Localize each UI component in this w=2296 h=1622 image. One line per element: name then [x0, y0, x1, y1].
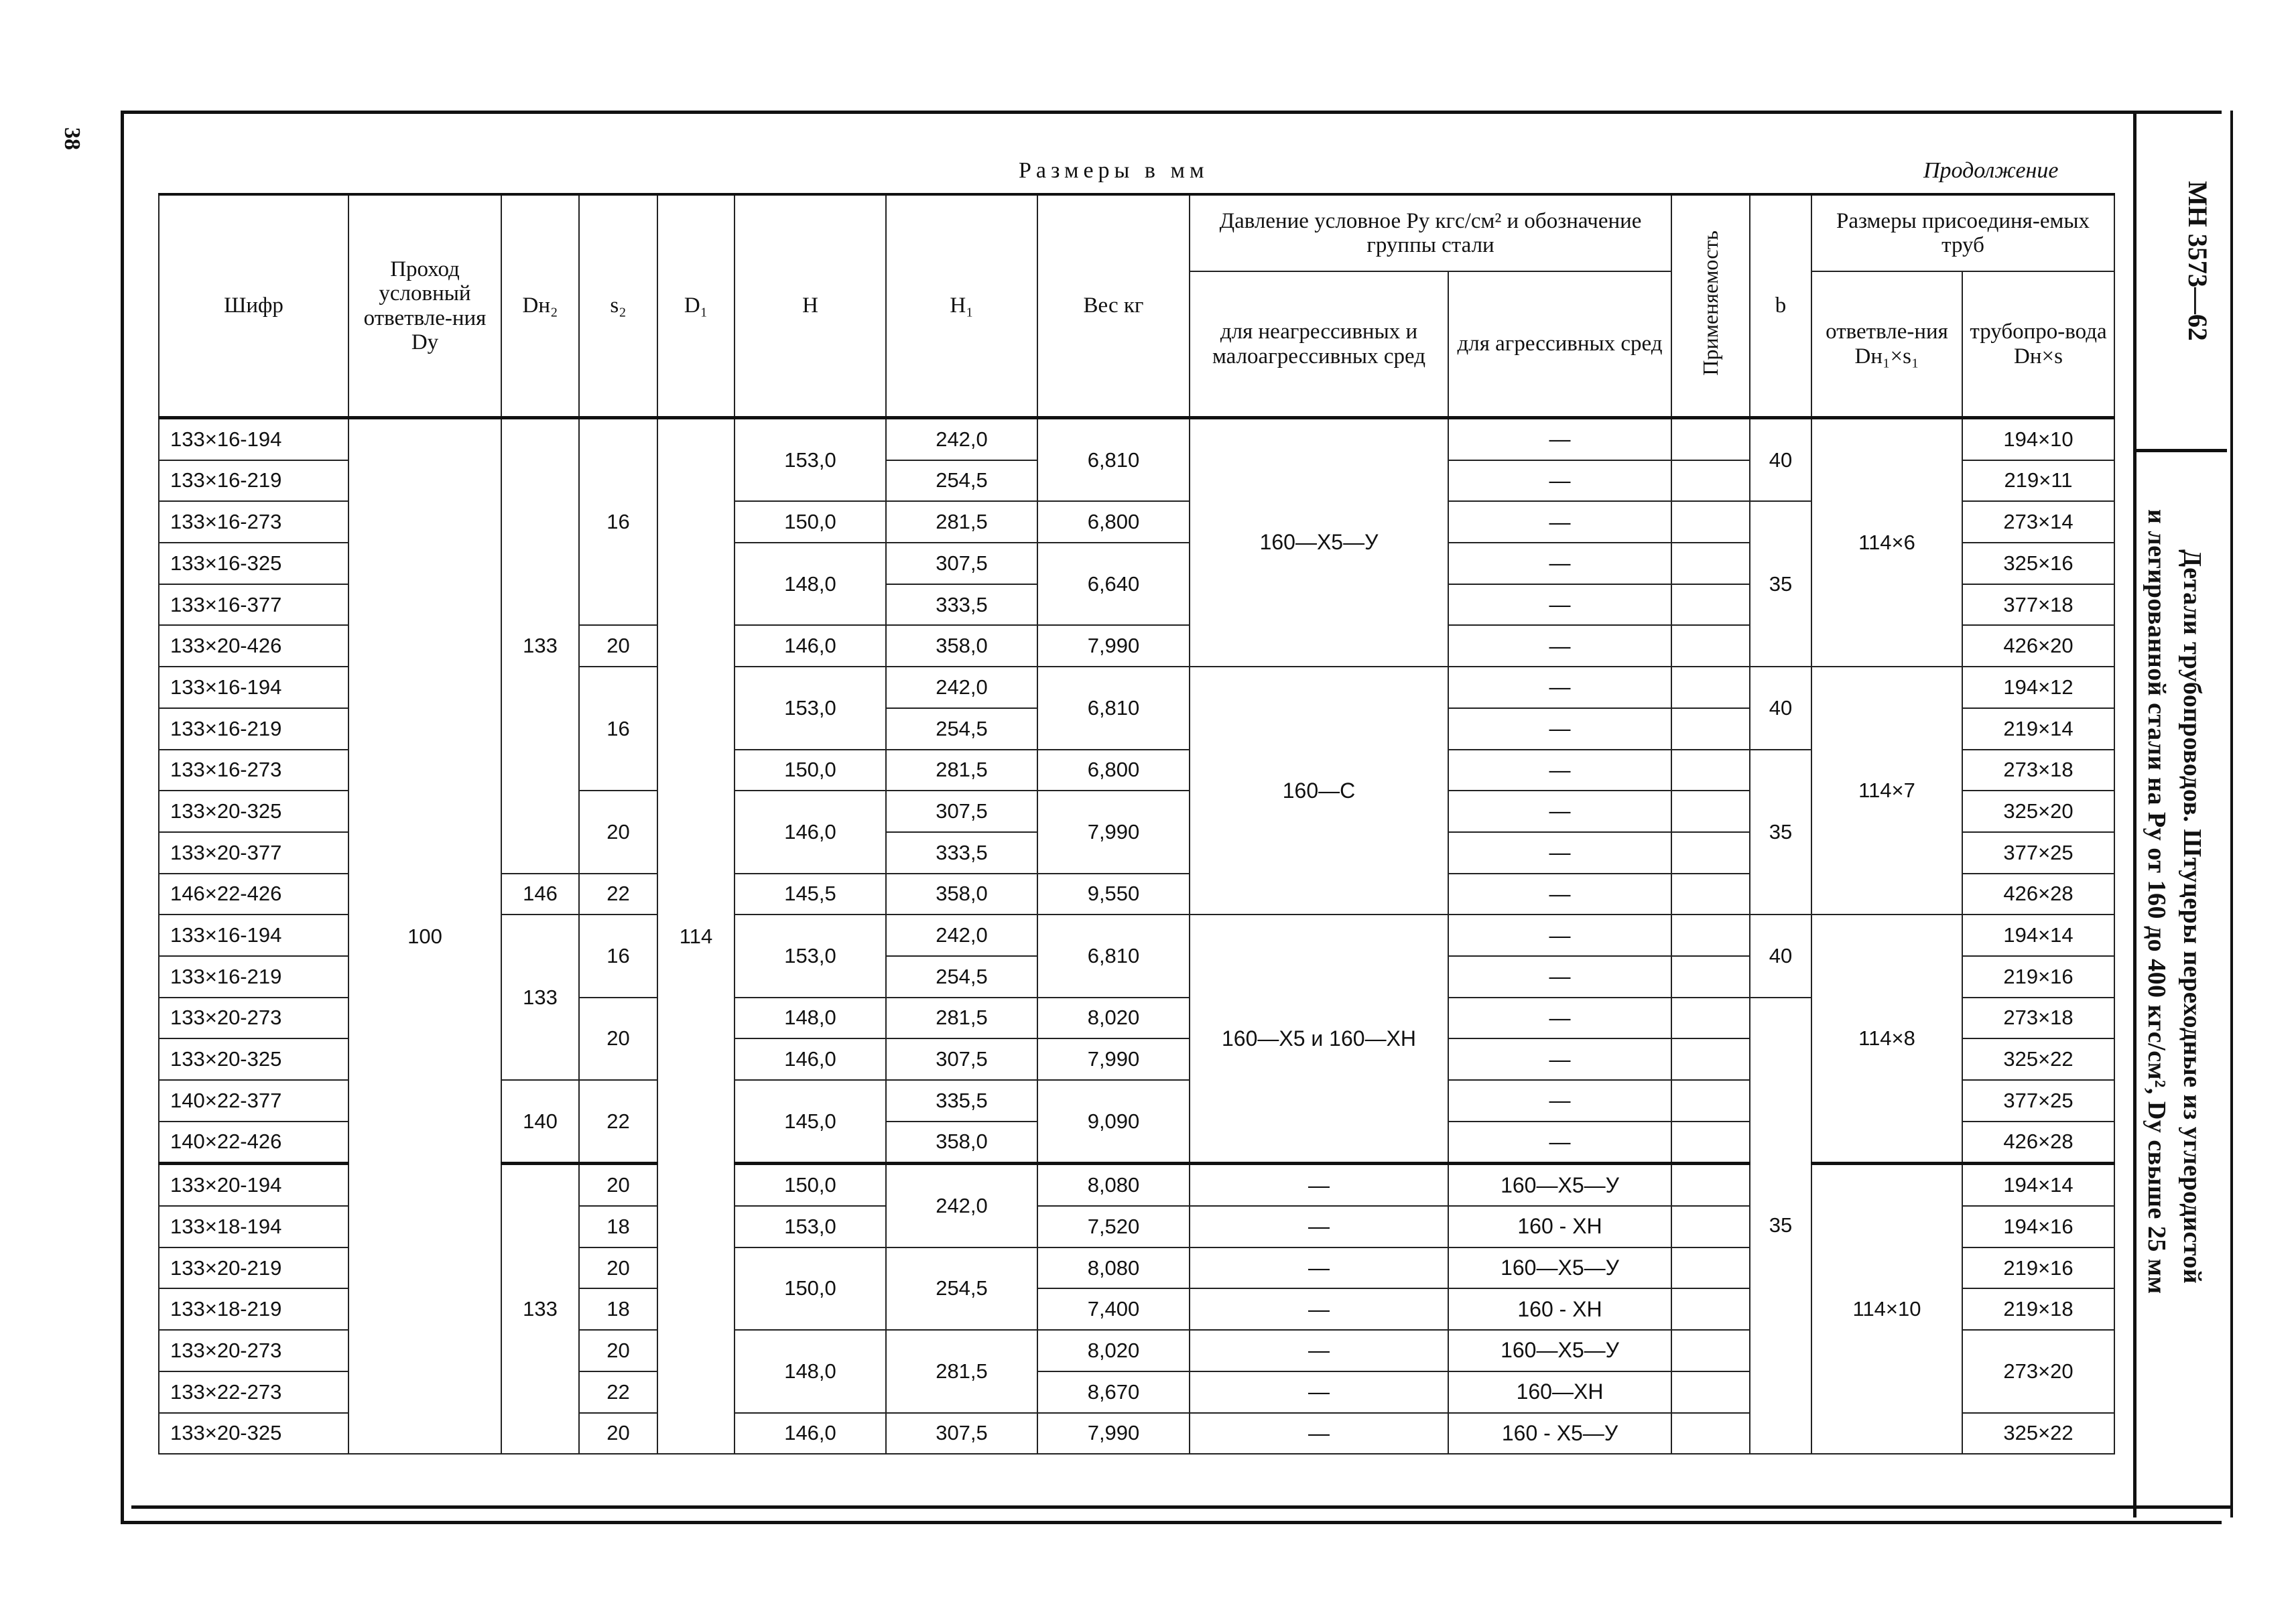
- dimensions-table-wrapper: [158, 193, 2107, 1455]
- applicability-cell: [1671, 1206, 1750, 1247]
- pipeline-cell: 273×20: [1962, 1330, 2114, 1412]
- pipeline-cell: 273×14: [1962, 501, 2114, 543]
- b-cell: 40: [1750, 418, 1811, 502]
- code-cell: 133×16-194: [159, 667, 348, 708]
- dn2-cell: 140: [501, 1080, 579, 1164]
- weight-cell: 6,810: [1037, 418, 1190, 502]
- weight-cell: 6,800: [1037, 501, 1190, 543]
- weight-cell: 6,810: [1037, 667, 1190, 749]
- pipeline-cell: 219×14: [1962, 708, 2114, 750]
- header-s2: s₂: [579, 194, 657, 418]
- weight-cell: 7,990: [1037, 791, 1190, 873]
- applicability-cell: [1671, 543, 1750, 584]
- code-cell: 133×20-377: [159, 832, 348, 874]
- applicability-cell: [1671, 1371, 1750, 1413]
- group-non-aggressive-cell: 160—Х5—У: [1190, 418, 1448, 667]
- s2-cell: 20: [579, 791, 657, 873]
- s2-cell: 20: [579, 1164, 657, 1206]
- applicability-cell: [1671, 501, 1750, 543]
- group-aggressive-cell: —: [1448, 915, 1671, 956]
- weight-cell: 8,670: [1037, 1371, 1190, 1413]
- h-cell: 146,0: [735, 625, 886, 667]
- applicability-cell: [1671, 1330, 1750, 1371]
- weight-cell: 7,990: [1037, 1038, 1190, 1080]
- header-code: Шифр: [159, 194, 348, 418]
- h-cell: 153,0: [735, 418, 886, 502]
- h1-cell: 242,0: [886, 418, 1037, 460]
- h1-cell: 281,5: [886, 750, 1037, 791]
- code-cell: 133×20-219: [159, 1247, 348, 1289]
- code-cell: 133×16-219: [159, 460, 348, 502]
- group-aggressive-cell: 160—Х5—У: [1448, 1330, 1671, 1371]
- dn2-cell: 133: [501, 1164, 579, 1454]
- pipeline-cell: 377×25: [1962, 1080, 2114, 1122]
- code-cell: 133×22-273: [159, 1371, 348, 1413]
- h1-cell: 333,5: [886, 584, 1037, 626]
- group-aggressive-cell: —: [1448, 750, 1671, 791]
- group-aggressive-cell: —: [1448, 501, 1671, 543]
- pipeline-cell: 194×16: [1962, 1206, 2114, 1247]
- s2-cell: 18: [579, 1288, 657, 1330]
- h-cell: 146,0: [735, 1038, 886, 1080]
- code-cell: 140×22-377: [159, 1080, 348, 1122]
- pipeline-cell: 219×11: [1962, 460, 2114, 502]
- code-cell: 133×16-273: [159, 750, 348, 791]
- applicability-cell: [1671, 1413, 1750, 1455]
- weight-cell: 9,550: [1037, 874, 1190, 915]
- group-aggressive-cell: 160 - Х5—У: [1448, 1413, 1671, 1455]
- applicability-cell: [1671, 998, 1750, 1039]
- dn2-cell: 146: [501, 874, 579, 915]
- group-non-aggressive-cell: —: [1190, 1330, 1448, 1371]
- group-aggressive-cell: —: [1448, 1038, 1671, 1080]
- h-cell: 153,0: [735, 915, 886, 997]
- weight-cell: 6,810: [1037, 915, 1190, 997]
- code-cell: 133×20-426: [159, 625, 348, 667]
- pipeline-cell: 219×16: [1962, 956, 2114, 998]
- header-branch: ответвле-ния Dн₁×s₁: [1811, 271, 1962, 418]
- group-aggressive-cell: 160—Х5—У: [1448, 1164, 1671, 1206]
- pipeline-cell: 194×14: [1962, 915, 2114, 956]
- pipeline-cell: 194×12: [1962, 667, 2114, 708]
- pipeline-cell: 325×22: [1962, 1038, 2114, 1080]
- h-cell: 146,0: [735, 1413, 886, 1455]
- group-aggressive-cell: —: [1448, 956, 1671, 998]
- weight-cell: 7,400: [1037, 1288, 1190, 1330]
- s2-cell: 22: [579, 874, 657, 915]
- s2-cell: 16: [579, 915, 657, 997]
- weight-cell: 8,080: [1037, 1247, 1190, 1289]
- h1-cell: 281,5: [886, 1330, 1037, 1412]
- h1-cell: 281,5: [886, 501, 1037, 543]
- code-cell: 133×20-194: [159, 1164, 348, 1206]
- h-cell: 150,0: [735, 1247, 886, 1330]
- h-cell: 150,0: [735, 750, 886, 791]
- h1-cell: 242,0: [886, 915, 1037, 956]
- group-aggressive-cell: —: [1448, 1080, 1671, 1122]
- group-non-aggressive-cell: —: [1190, 1371, 1448, 1413]
- h-cell: 153,0: [735, 667, 886, 749]
- code-cell: 146×22-426: [159, 874, 348, 915]
- h-cell: 150,0: [735, 1164, 886, 1206]
- branch-cell: 114×6: [1811, 418, 1962, 667]
- b-cell: 40: [1750, 915, 1811, 997]
- applicability-cell: [1671, 584, 1750, 626]
- group-aggressive-cell: —: [1448, 1122, 1671, 1164]
- header-b: b: [1750, 194, 1811, 418]
- header-weight: Вес кг: [1037, 194, 1190, 418]
- h1-cell: 358,0: [886, 625, 1037, 667]
- pipeline-cell: 377×18: [1962, 584, 2114, 626]
- code-cell: 133×20-325: [159, 791, 348, 832]
- weight-cell: 8,020: [1037, 998, 1190, 1039]
- header-h: H: [735, 194, 886, 418]
- table-body: [159, 418, 2114, 1455]
- page-number: 38: [60, 127, 84, 150]
- code-cell: 133×16-219: [159, 708, 348, 750]
- h-cell: 145,0: [735, 1080, 886, 1164]
- group-aggressive-cell: —: [1448, 998, 1671, 1039]
- header-d1: D₁: [657, 194, 735, 418]
- h1-cell: 254,5: [886, 956, 1037, 998]
- header-aggressive: для агрессивных сред: [1448, 271, 1671, 418]
- h1-cell: 358,0: [886, 874, 1037, 915]
- applicability-cell: [1671, 874, 1750, 915]
- pipeline-cell: 219×16: [1962, 1247, 2114, 1289]
- h1-cell: 281,5: [886, 998, 1037, 1039]
- h1-cell: 242,0: [886, 1164, 1037, 1247]
- h1-cell: 307,5: [886, 1038, 1037, 1080]
- applicability-cell: [1671, 1122, 1750, 1164]
- h-cell: 148,0: [735, 998, 886, 1039]
- applicability-cell: [1671, 1164, 1750, 1206]
- document-title-line1: Детали трубопроводов. Штуцеры переходные из углеродистой: [2178, 549, 2206, 1284]
- h1-cell: 307,5: [886, 791, 1037, 832]
- branch-cell: 114×8: [1811, 915, 1962, 1164]
- applicability-cell: [1671, 956, 1750, 998]
- h1-cell: 307,5: [886, 543, 1037, 584]
- s2-cell: 16: [579, 667, 657, 791]
- applicability-cell: [1671, 625, 1750, 667]
- frame-bottom-rule: [131, 1505, 2233, 1509]
- b-cell: 35: [1750, 501, 1811, 667]
- applicability-cell: [1671, 460, 1750, 502]
- dimensions-table: [158, 193, 2115, 1455]
- code-cell: 140×22-426: [159, 1122, 348, 1164]
- pipeline-cell: 325×22: [1962, 1413, 2114, 1455]
- h1-cell: 254,5: [886, 460, 1037, 502]
- pipeline-cell: 194×10: [1962, 418, 2114, 460]
- header-h1: H₁: [886, 194, 1037, 418]
- pipeline-cell: 426×20: [1962, 625, 2114, 667]
- code-cell: 133×16-377: [159, 584, 348, 626]
- weight-cell: 7,520: [1037, 1206, 1190, 1247]
- header-applicability: Применяемость: [1698, 230, 1722, 376]
- table-header: [159, 194, 2114, 418]
- group-aggressive-cell: —: [1448, 874, 1671, 915]
- h-cell: 146,0: [735, 791, 886, 873]
- applicability-cell: [1671, 1288, 1750, 1330]
- d1-cell: 114: [657, 418, 735, 1455]
- group-aggressive-cell: —: [1448, 418, 1671, 460]
- s2-cell: 16: [579, 418, 657, 626]
- applicability-cell: [1671, 1080, 1750, 1122]
- group-aggressive-cell: —: [1448, 791, 1671, 832]
- pipeline-cell: 426×28: [1962, 874, 2114, 915]
- b-cell: 35: [1750, 750, 1811, 915]
- h-cell: 148,0: [735, 1330, 886, 1412]
- group-non-aggressive-cell: —: [1190, 1288, 1448, 1330]
- group-aggressive-cell: —: [1448, 625, 1671, 667]
- header-passage: Проход условный ответвле-ния Dу: [348, 194, 501, 418]
- header-applicability-cell: [1671, 194, 1750, 418]
- weight-cell: 8,020: [1037, 1330, 1190, 1371]
- s2-cell: 22: [579, 1371, 657, 1413]
- weight-cell: 9,090: [1037, 1080, 1190, 1164]
- group-aggressive-cell: 160—Х5—У: [1448, 1247, 1671, 1289]
- group-non-aggressive-cell: —: [1190, 1206, 1448, 1247]
- caption-units: Размеры в мм: [1019, 158, 1209, 183]
- pipeline-cell: 325×16: [1962, 543, 2114, 584]
- applicability-cell: [1671, 667, 1750, 708]
- group-aggressive-cell: —: [1448, 460, 1671, 502]
- applicability-cell: [1671, 791, 1750, 832]
- dn2-cell: 133: [501, 418, 579, 874]
- weight-cell: 7,990: [1037, 1413, 1190, 1455]
- code-cell: 133×16-194: [159, 915, 348, 956]
- code-cell: 133×16-273: [159, 501, 348, 543]
- h-cell: 153,0: [735, 1206, 886, 1247]
- code-cell: 133×18-194: [159, 1206, 348, 1247]
- applicability-cell: [1671, 1247, 1750, 1289]
- applicability-cell: [1671, 915, 1750, 956]
- pipeline-cell: 194×14: [1962, 1164, 2114, 1206]
- weight-cell: 7,990: [1037, 625, 1190, 667]
- group-aggressive-cell: —: [1448, 832, 1671, 874]
- s2-cell: 20: [579, 998, 657, 1080]
- code-cell: 133×16-325: [159, 543, 348, 584]
- s2-cell: 18: [579, 1206, 657, 1247]
- header-pipeline: трубопро-вода Dн×s: [1962, 271, 2114, 418]
- pipeline-cell: 273×18: [1962, 998, 2114, 1039]
- h1-cell: 358,0: [886, 1122, 1037, 1164]
- pipeline-cell: 426×28: [1962, 1122, 2114, 1164]
- s2-cell: 20: [579, 625, 657, 667]
- h1-cell: 307,5: [886, 1413, 1037, 1455]
- s2-cell: 20: [579, 1330, 657, 1371]
- header-pipe-sizes: Размеры присоединя-емых труб: [1811, 194, 2114, 271]
- group-non-aggressive-cell: 160—С: [1190, 667, 1448, 915]
- h-cell: 148,0: [735, 543, 886, 625]
- pipeline-cell: 377×25: [1962, 832, 2114, 874]
- applicability-cell: [1671, 418, 1750, 460]
- applicability-cell: [1671, 750, 1750, 791]
- code-cell: 133×16-194: [159, 418, 348, 460]
- group-non-aggressive-cell: 160—Х5 и 160—ХН: [1190, 915, 1448, 1164]
- header-non-aggressive: для неагрессивных и малоагрессивных сред: [1190, 271, 1448, 418]
- branch-cell: 114×10: [1811, 1164, 1962, 1454]
- group-aggressive-cell: —: [1448, 543, 1671, 584]
- weight-cell: 8,080: [1037, 1164, 1190, 1206]
- group-aggressive-cell: 160 - ХН: [1448, 1206, 1671, 1247]
- code-cell: 133×16-219: [159, 956, 348, 998]
- s2-cell: 20: [579, 1413, 657, 1455]
- header-dn2: Dн₂: [501, 194, 579, 418]
- h1-cell: 254,5: [886, 1247, 1037, 1330]
- document-title-line2: и легированной стали на Pу от 160 до 400 кгс/см², Dу свыше 25 мм: [2143, 509, 2171, 1294]
- h-cell: 145,5: [735, 874, 886, 915]
- b-cell: 40: [1750, 667, 1811, 749]
- code-cell: 133×20-325: [159, 1038, 348, 1080]
- group-aggressive-cell: 160 - ХН: [1448, 1288, 1671, 1330]
- applicability-cell: [1671, 1038, 1750, 1080]
- group-non-aggressive-cell: —: [1190, 1413, 1448, 1455]
- group-aggressive-cell: —: [1448, 708, 1671, 750]
- pipeline-cell: 219×18: [1962, 1288, 2114, 1330]
- h-cell: 150,0: [735, 501, 886, 543]
- pipeline-cell: 325×20: [1962, 791, 2114, 832]
- weight-cell: 6,800: [1037, 750, 1190, 791]
- group-non-aggressive-cell: —: [1190, 1247, 1448, 1289]
- header-pressure-group: Давление условное Pу кгс/см² и обозначение группы стали: [1190, 194, 1671, 271]
- code-cell: 133×18-219: [159, 1288, 348, 1330]
- dn2-cell: 133: [501, 915, 579, 1080]
- group-aggressive-cell: —: [1448, 667, 1671, 708]
- branch-cell: 114×7: [1811, 667, 1962, 915]
- s2-cell: 20: [579, 1247, 657, 1289]
- applicability-cell: [1671, 832, 1750, 874]
- passage-cell: 100: [348, 418, 501, 1455]
- caption-continuation: Продолжение: [1923, 158, 2059, 183]
- code-cell: 133×20-325: [159, 1413, 348, 1455]
- group-aggressive-cell: 160—ХН: [1448, 1371, 1671, 1413]
- code-cell: 133×20-273: [159, 998, 348, 1039]
- group-non-aggressive-cell: —: [1190, 1164, 1448, 1206]
- h1-cell: 333,5: [886, 832, 1037, 874]
- b-cell: 35: [1750, 998, 1811, 1455]
- standard-code: МН 3573—62: [2183, 181, 2213, 341]
- pipeline-cell: 273×18: [1962, 750, 2114, 791]
- weight-cell: 6,640: [1037, 543, 1190, 625]
- s2-cell: 22: [579, 1080, 657, 1164]
- h1-cell: 254,5: [886, 708, 1037, 750]
- table-row: [159, 418, 2114, 460]
- code-cell: 133×20-273: [159, 1330, 348, 1371]
- h1-cell: 335,5: [886, 1080, 1037, 1122]
- title-band-separator: [2133, 449, 2227, 452]
- applicability-cell: [1671, 708, 1750, 750]
- group-aggressive-cell: —: [1448, 584, 1671, 626]
- h1-cell: 242,0: [886, 667, 1037, 708]
